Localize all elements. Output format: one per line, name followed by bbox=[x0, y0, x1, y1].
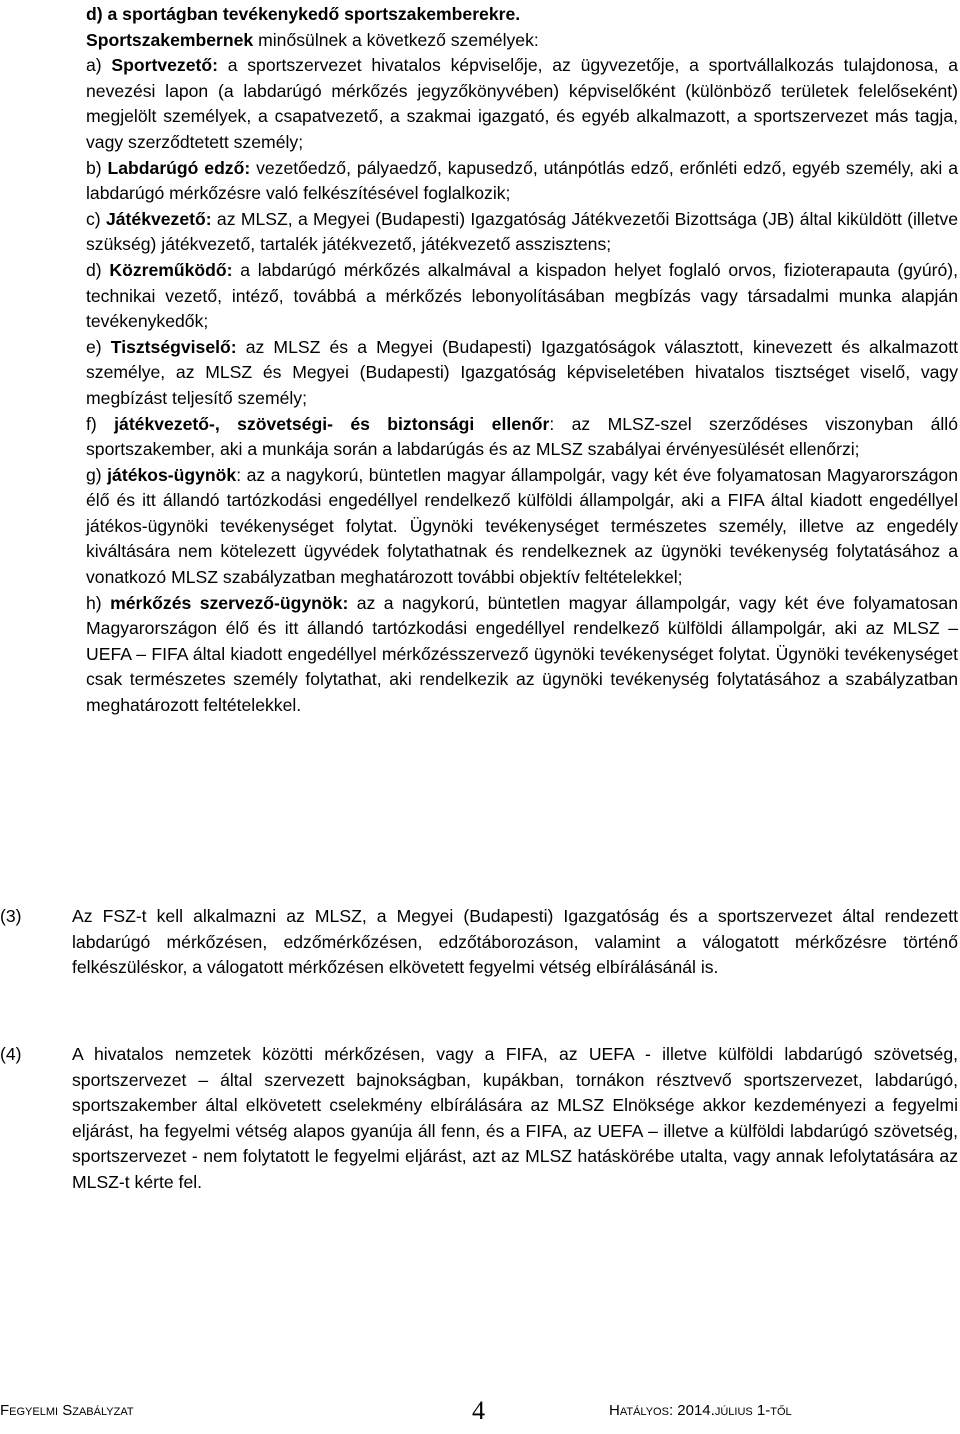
definition-item-c: c) Játékvezető: az MLSZ, a Megyei (Budapesti) Igazgatóság Játékvezetői Bizottsága (JB) által kiküldött (illetve szükség) játékvezető, tartalék játékvezető, játékvezető asszisztens; bbox=[86, 208, 958, 255]
page-footer bbox=[0, 1396, 960, 1432]
footer-effective-date: Hatályos: 2014.július 1-től bbox=[609, 1402, 792, 1419]
definition-item-d: d) Közreműködő: a labdarúgó mérkőzés alkalmával a kispadon helyet foglaló orvos, fizioterapauta (gyúró), technikai vezető, intéző, továbbá a mérkőzés lebonyolításában megbízás vagy társadalmi munka alapján tevékenykedők; bbox=[86, 259, 958, 332]
heading-d: d) a sportágban tevékenykedő sportszakemberekre. bbox=[86, 4, 521, 24]
definition-item-b: b) Labdarúgó edző: vezetőedző, pályaedző, kapusedző, utánpótlás edző, erőnléti edző, egyéb személy, aki a labdarúgó mérkőzésre való felkészítésével foglalkozik; bbox=[86, 157, 958, 204]
definition-item-f: f) játékvezető-, szövetségi- és biztonsági ellenőr: az MLSZ-szel szerződéses viszonyban álló sportszakember, aki a munkája során a labdarúgás és az MLSZ szabályai érvényesülését ellenőrzi; bbox=[86, 413, 958, 460]
definition-item-a: a) Sportvezető: a sportszervezet hivatalos képviselője, az ügyvezetője, a sportvállalkozás tulajdonosa, a nevezési lapon (a labdarúgó mérkőzés jegyzőkönyvében) képviselőként (különböző területek felelőseként) megjelölt személyek, a csapatvezető, a szakmai igazgató, és egyéb alkalmazott, a sportszervezet más tagja, vagy szerződtetett személy; bbox=[86, 55, 958, 152]
page-number: 4 bbox=[472, 1396, 485, 1425]
section-number: (4) bbox=[0, 1044, 22, 1064]
section-text: Az FSZ-t kell alkalmazni az MLSZ, a Megyei (Budapesti) Igazgatóság és a sportszervezet által rendezett labdarúgó mérkőzésen, edzőmérkőzésen, edzőtáborozáson, valamint a válogatott mérkőzésre történő felkészüléskor, a válogatott mérkőzésen elkövetett fegyelmi vétség elbírálásánál is. bbox=[72, 906, 958, 978]
definition-item-e: e) Tisztségviselő: az MLSZ és a Megyei (Budapesti) Igazgatóságok választott, kinevezett és alkalmazott személye, az MLSZ és Megyei (Budapesti) Igazgatóság képviseletében hivatalos tisztséget viselő, vagy megbízást teljesítő személy; bbox=[86, 336, 958, 408]
definition-item-h: h) mérkőzés szervező-ügynök: az a nagykorú, büntetlen magyar állampolgár, vagy két éve folyamatosan Magyarországon élő és itt állandó tartózkodási engedéllyel rendelkező külföldi állampolgár, aki az MLSZ – UEFA – FIFA által kiadott engedéllyel mérkőzésszervező ügynöki tevékenységet folytat. Ügynöki tevékenységet csak természetes személy folytathat, aki rendelkezik az ügynöki tevékenység folytatásához a szabályzatban meghatározott feltételekkel. bbox=[86, 592, 958, 716]
section-number: (3) bbox=[0, 906, 22, 926]
definition-item-g: g) játékos-ügynök: az a nagykorú, büntetlen magyar állampolgár, vagy két éve folyamatosan Magyarországon élő és itt állandó tartózkodási engedéllyel rendelkező külföldi állampolgár, aki a FIFA által kiadott engedéllyel játékos-ügynöki tevékenységet folytat. Ügynöki tevékenységet természetes személy, illetve az engedély kiváltására nem kötelezett ügyvédek folytathatnak és rendelkeznek az ügynöki tevékenység folytatásához a vonatkozó MLSZ szabályzatban meghatározott további objektív feltételekkel; bbox=[86, 464, 958, 588]
footer-document-title: Fegyelmi Szabályzat bbox=[0, 1402, 134, 1419]
sportszakember-block bbox=[86, 2, 958, 719]
intro: Sportszakembernek minősülnek a következő személyek: bbox=[86, 29, 539, 50]
section-text: A hivatalos nemzetek közötti mérkőzésen, vagy a FIFA, az UEFA - illetve külföldi labdarúgó szövetség, sportszervezet – által szervezett bajnokságban, kupákban, tornákon résztvevő sportszervezet, labdarúgó, sportszakember által elkövetett cselekmény elbírálására az MLSZ Elnöksége akkor kezdeményezi a fegyelmi eljárást, ha fegyelmi vétség alapos gyanúja áll fenn, és a FIFA, az UEFA – illetve a külföldi labdarúgó szövetség, sportszervezet - nem folytatott le fegyelmi eljárást, azt az MLSZ hatáskörébe utalta, vagy annak lefolytatására az MLSZ-t kérte fel. bbox=[72, 1044, 958, 1192]
